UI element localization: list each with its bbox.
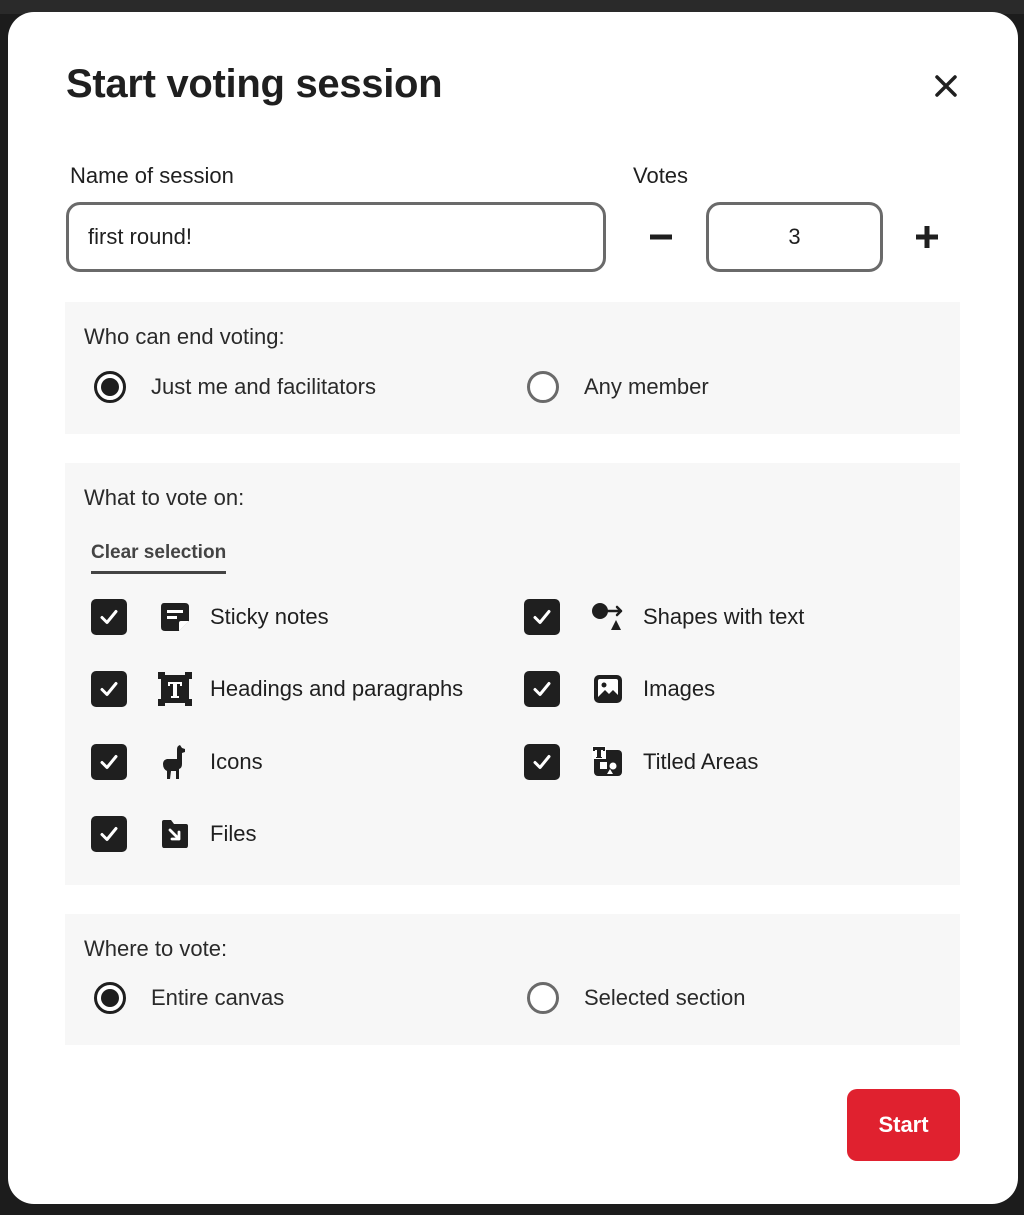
vote-item-label: Shapes with text xyxy=(643,604,805,629)
voting-session-dialog xyxy=(8,12,1018,1204)
file-icon xyxy=(157,816,193,852)
checkmark-icon xyxy=(98,606,120,628)
who-can-end-panel xyxy=(65,302,960,434)
increment-votes-button[interactable] xyxy=(907,217,947,257)
sticky-note-icon xyxy=(157,599,193,635)
what-to-vote-heading: What to vote on: xyxy=(84,485,245,510)
vote-item-label: Headings and paragraphs xyxy=(210,676,464,701)
vote-item-label: Titled Areas xyxy=(643,749,759,774)
start-button[interactable]: Start xyxy=(847,1089,960,1161)
session-name-label: Name of session xyxy=(70,163,234,188)
titled-area-icon xyxy=(590,744,626,780)
checkmark-icon xyxy=(98,823,120,845)
vote-item-titled-areas[interactable] xyxy=(524,744,758,780)
vote-item-icons[interactable] xyxy=(91,744,263,780)
minus-icon xyxy=(650,226,672,248)
checkbox[interactable] xyxy=(524,744,560,780)
vote-item-label: Icons xyxy=(210,749,263,774)
plus-icon xyxy=(916,226,938,248)
decrement-votes-button[interactable] xyxy=(641,217,681,257)
llama-icon xyxy=(157,744,193,780)
session-name-input[interactable] xyxy=(66,202,606,272)
vote-item-shapes-with-text[interactable] xyxy=(524,599,804,635)
checkmark-icon xyxy=(531,606,553,628)
checkbox[interactable] xyxy=(524,671,560,707)
radio-button[interactable] xyxy=(527,982,559,1014)
radio-any-member[interactable] xyxy=(527,371,709,403)
where-to-vote-heading: Where to vote: xyxy=(84,936,228,961)
votes-input[interactable] xyxy=(706,202,883,272)
vote-item-label: Sticky notes xyxy=(210,604,329,629)
text-icon xyxy=(157,671,193,707)
radio-button[interactable] xyxy=(527,371,559,403)
checkmark-icon xyxy=(98,678,120,700)
vote-item-files[interactable] xyxy=(91,816,256,852)
who-can-end-heading: Who can end voting: xyxy=(84,324,285,349)
checkbox[interactable] xyxy=(91,744,127,780)
vote-item-label: Files xyxy=(210,821,257,846)
vote-item-label: Images xyxy=(643,676,716,701)
what-to-vote-panel xyxy=(65,463,960,885)
close-icon xyxy=(934,74,958,98)
checkbox[interactable] xyxy=(91,599,127,635)
radio-just-me[interactable] xyxy=(94,371,376,403)
checkmark-icon xyxy=(531,678,553,700)
close-button[interactable] xyxy=(926,66,966,106)
image-icon xyxy=(590,671,626,707)
checkbox[interactable] xyxy=(524,599,560,635)
radio-label: Selected section xyxy=(584,985,746,1010)
clear-selection-link[interactable]: Clear selection xyxy=(91,542,226,574)
shapes-icon xyxy=(590,599,626,635)
vote-item-images[interactable] xyxy=(524,671,715,707)
radio-label: Entire canvas xyxy=(151,985,285,1010)
votes-label: Votes xyxy=(633,163,689,188)
radio-label: Just me and facilitators xyxy=(151,374,376,399)
vote-item-headings[interactable] xyxy=(91,671,463,707)
checkbox[interactable] xyxy=(91,671,127,707)
where-to-vote-panel xyxy=(65,914,960,1045)
dialog-title: Start voting session xyxy=(66,62,443,106)
radio-entire-canvas[interactable] xyxy=(94,982,284,1014)
vote-item-sticky-notes[interactable] xyxy=(91,599,329,635)
radio-selected-section[interactable] xyxy=(527,982,745,1014)
radio-button-selected[interactable] xyxy=(94,982,126,1014)
radio-label: Any member xyxy=(584,374,709,399)
checkmark-icon xyxy=(98,751,120,773)
checkbox[interactable] xyxy=(91,816,127,852)
radio-button-selected[interactable] xyxy=(94,371,126,403)
checkmark-icon xyxy=(531,751,553,773)
